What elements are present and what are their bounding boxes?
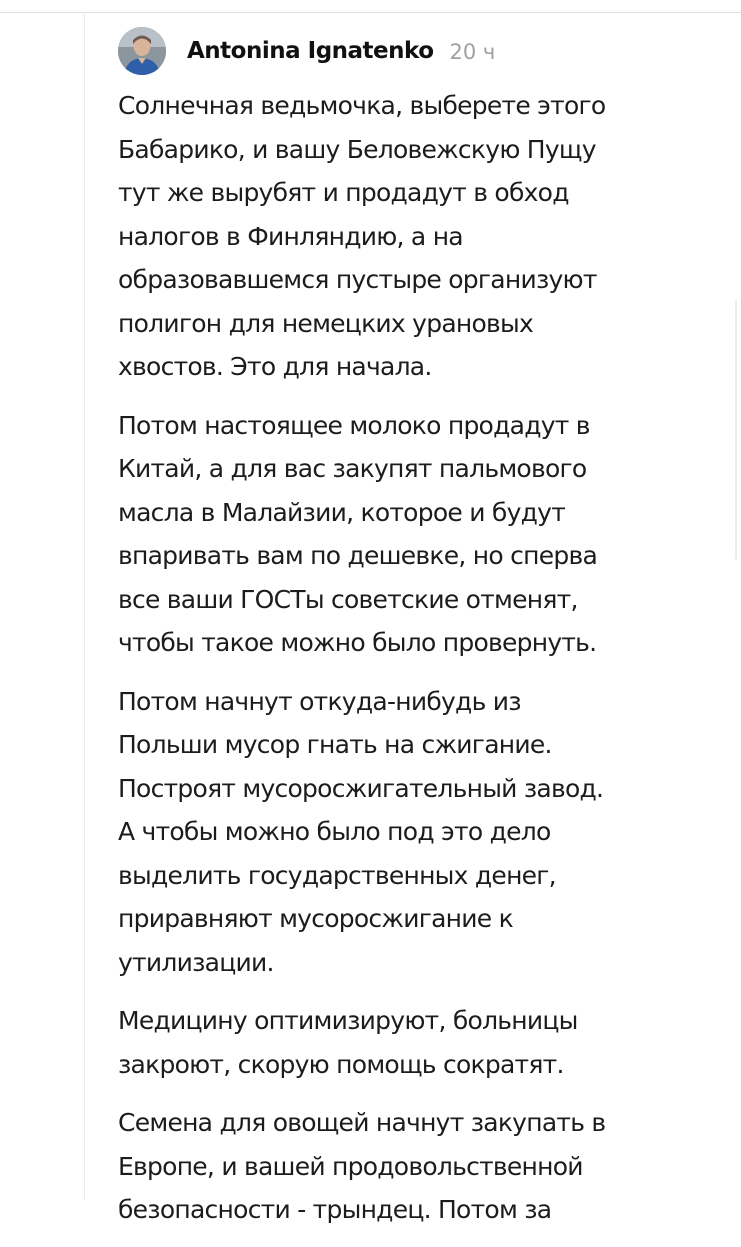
- comment-paragraph: [118, 680, 734, 985]
- comment-paragraph: [118, 404, 734, 665]
- scroll-indicator[interactable]: [735, 300, 737, 560]
- text-line: все ваши ГОСТы советские отменят,: [118, 584, 578, 614]
- text-line: Потом начнут откуда-нибудь из: [118, 686, 521, 716]
- comment-paragraph: [118, 1101, 734, 1232]
- text-line: Китай, а для вас закупят пальмового: [118, 454, 587, 483]
- thread-line: [84, 12, 85, 1200]
- text-line: А чтобы можно было под это дело: [118, 817, 551, 846]
- text-line: Потом настоящее молоко продадут в: [118, 410, 590, 440]
- comment-paragraph: [118, 84, 734, 389]
- text-line: налогов в Финляндию, а на: [118, 221, 463, 251]
- text-line: Построят мусоросжигательный завод.: [118, 773, 604, 803]
- text-line: впаривать вам по дешевке, но сперва: [118, 541, 598, 570]
- text-line: Семена для овощей начнут закупать в: [118, 1108, 606, 1137]
- text-line: образовавшемся пустыре организуют: [118, 265, 597, 294]
- text-line: Польши мусор гнать на сжигание.: [118, 730, 552, 759]
- text-line: Солнечная ведьмочка, выберете этого: [118, 91, 606, 120]
- comment-paragraph: [118, 999, 734, 1086]
- text-line: Бабарико, и вашу Беловежскую Пущу: [118, 134, 596, 164]
- text-line: тут же вырубят и продадут в обход: [118, 178, 569, 207]
- author-name[interactable]: Antonina Ignatenko: [187, 38, 434, 64]
- text-line: безопасности - трындец. Потом за: [118, 1195, 552, 1224]
- text-line: утилизации.: [118, 947, 274, 977]
- comment-timestamp: 20 ч: [449, 40, 496, 64]
- text-line: масла в Малайзии, которое и будут: [118, 497, 566, 527]
- avatar[interactable]: [118, 27, 166, 75]
- text-line: хвостов. Это для начала.: [118, 352, 432, 381]
- text-line: чтобы такое можно было провернуть.: [118, 628, 597, 657]
- top-divider: [0, 12, 741, 13]
- text-line: Медицину оптимизируют, больницы: [118, 1006, 578, 1035]
- text-line: приравняют мусоросжигание к: [118, 904, 513, 933]
- text-line: закроют, скорую помощь сократят.: [118, 1049, 564, 1079]
- text-line: полигон для немецких урановых: [118, 308, 534, 338]
- comment-body: [118, 84, 734, 1247]
- text-line: выделить государственных денег,: [118, 860, 556, 890]
- user-photo-avatar-icon: [118, 27, 166, 75]
- comment-header: [118, 26, 495, 76]
- text-line: Европе, и вашей продовольственной: [118, 1151, 583, 1181]
